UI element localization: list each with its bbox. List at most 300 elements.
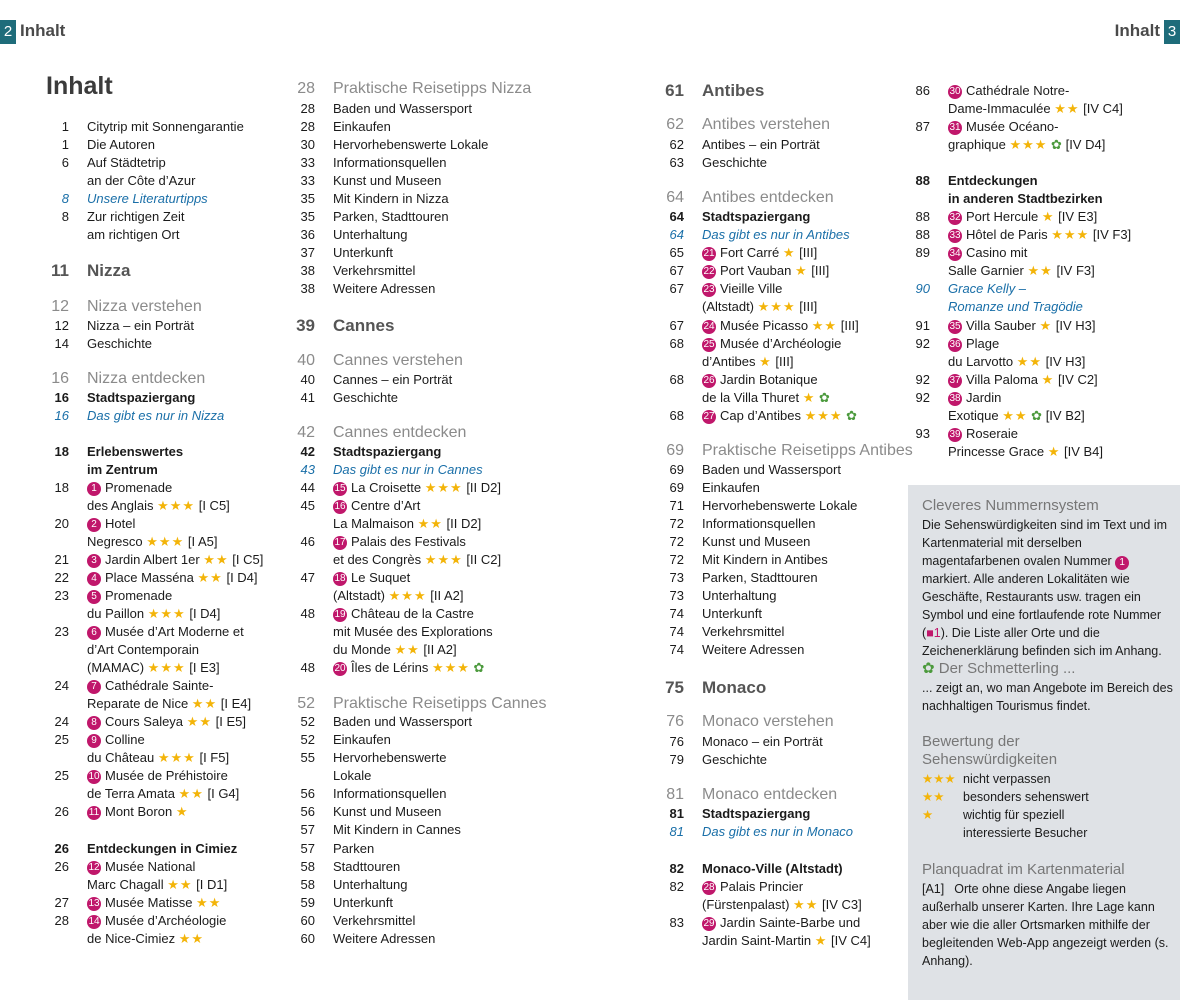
butterfly-icon: ✿	[846, 408, 858, 423]
toc-entry-text: de la Villa Thuret	[702, 390, 800, 405]
toc-entry	[41, 641, 281, 659]
toc-entry	[287, 80, 547, 98]
toc-entry	[287, 352, 547, 370]
toc-page-number: 26	[54, 859, 69, 874]
toc-entry-content	[87, 262, 130, 280]
sight-number-badge: 22	[703, 266, 715, 277]
rating-stars: ★★	[1002, 408, 1028, 423]
toc-entry	[656, 713, 896, 731]
toc-entry	[287, 641, 547, 659]
toc-entry-content	[87, 587, 172, 605]
toc-entry-text: Geschichte	[702, 155, 768, 170]
map-grid-ref: [I D4]	[226, 570, 258, 585]
toc-entry-content	[333, 821, 461, 839]
rating-legend	[922, 770, 1093, 842]
toc-page-number: 64	[669, 227, 684, 242]
toc-entry-content	[948, 371, 1098, 389]
toc-entry-text: Negresco	[87, 534, 143, 549]
sight-number-badge: 11	[88, 807, 100, 818]
toc-entry-content	[948, 208, 1097, 226]
toc-entry-content	[702, 786, 837, 804]
toc-entry-text: Le Suquet	[351, 570, 411, 585]
toc-entry-text: Marc Chagall	[87, 877, 164, 892]
toc-entry	[41, 551, 281, 569]
toc-entry-content	[333, 641, 457, 659]
toc-entry-text: Cannes – ein Porträt	[333, 372, 453, 387]
rating-label-2: besonders sehenswert	[963, 790, 1089, 804]
toc-entry	[656, 786, 896, 804]
toc-entry-text: Citytrip mit Sonnengarantie	[87, 119, 244, 134]
toc-entry-text: Kunst und Museen	[333, 804, 442, 819]
toc-entry	[902, 407, 1178, 425]
toc-page-number: 92	[915, 390, 930, 405]
toc-entry-content	[333, 226, 407, 244]
toc-entry-text: Zur richtigen Zeit	[87, 209, 185, 224]
rating-stars: ★	[1047, 444, 1061, 459]
butterfly-icon: ✿	[922, 660, 935, 677]
toc-entry-text: Villa Paloma	[966, 372, 1039, 387]
rating-stars-2: ★★	[922, 790, 945, 804]
toc-page-number: 88	[915, 173, 930, 188]
toc-entry-content	[333, 461, 483, 479]
toc-page-number: 64	[669, 209, 684, 224]
toc-entry-content	[702, 605, 762, 623]
toc-entry-content	[333, 767, 371, 785]
toc-page-number: 92	[915, 372, 930, 387]
sight-number-badge: 7	[87, 680, 101, 694]
toc-entry-content	[702, 154, 767, 172]
toc-entry	[656, 298, 896, 316]
toc-entry	[287, 551, 547, 569]
toc-entry-text: Entdeckungen	[948, 173, 1038, 188]
toc-entry-content	[333, 497, 420, 515]
toc-entry	[41, 533, 281, 551]
toc-entry	[656, 878, 896, 896]
toc-page-number: 8	[61, 191, 69, 206]
toc-page-number: 25	[54, 732, 69, 747]
toc-entry-content	[702, 407, 857, 425]
toc-page-number: 88	[915, 209, 930, 224]
rating-stars: ★★★	[147, 606, 186, 621]
toc-page-number: 28	[300, 119, 315, 134]
toc-entry-content	[948, 353, 1085, 371]
toc-entry-text: Das gibt es nur in Monaco	[702, 824, 854, 839]
sight-number-badge: 1	[87, 482, 101, 496]
toc-entry	[41, 785, 281, 803]
toc-entry	[287, 461, 547, 479]
toc-entry-content	[702, 641, 804, 659]
toc-entry-content	[702, 116, 830, 134]
toc-entry	[287, 695, 547, 713]
map-grid-ref: [IV H3]	[1055, 318, 1096, 333]
toc-entry-content	[702, 280, 782, 298]
toc-entry-text: Villa Sauber	[966, 318, 1036, 333]
toc-entry	[287, 840, 547, 858]
toc-entry-text: Romanze und Tragödie	[948, 299, 1083, 314]
toc-entry	[902, 208, 1178, 226]
toc-entry	[287, 767, 547, 785]
toc-entry-content	[87, 695, 251, 713]
toc-entry-content	[948, 389, 1001, 407]
toc-entry	[41, 262, 281, 280]
toc-entry	[41, 443, 281, 461]
toc-page-number: 68	[669, 372, 684, 387]
map-grid-ref: [IV F3]	[1092, 227, 1132, 242]
map-grid-ref: [IV F3]	[1056, 263, 1095, 278]
toc-entry	[41, 226, 281, 244]
toc-entry-text: Cathédrale Notre-	[966, 83, 1070, 98]
toc-page-number: 14	[54, 336, 69, 351]
toc-page-number: 72	[669, 552, 684, 567]
toc-page-number: 28	[297, 80, 315, 97]
toc-page-number: 42	[300, 444, 315, 459]
toc-entry-content	[87, 335, 152, 353]
toc-entry-content	[333, 587, 463, 605]
toc-entry	[287, 190, 547, 208]
toc-entry	[287, 136, 547, 154]
toc-entry	[41, 876, 281, 894]
toc-page-number: 16	[54, 408, 69, 423]
toc-entry	[656, 823, 896, 841]
toc-entry-content	[87, 154, 166, 172]
toc-page-number: 40	[297, 352, 315, 369]
toc-entry	[656, 479, 896, 497]
toc-entry-content	[87, 479, 172, 497]
toc-entry	[41, 370, 281, 388]
toc-entry-text: Erlebenswertes	[87, 444, 184, 459]
toc-entry-content	[333, 894, 393, 912]
sight-number-badge: 38	[949, 393, 961, 404]
toc-entry-text: Entdeckungen in Cimiez	[87, 841, 238, 856]
toc-page-number: 18	[54, 480, 69, 495]
sight-number-badge: 26	[703, 375, 715, 386]
toc-entry-text: Princesse Grace	[948, 444, 1045, 459]
toc-entry	[656, 805, 896, 823]
toc-entry-content	[87, 731, 145, 749]
map-grid-ref: [II D2]	[446, 516, 482, 531]
toc-entry-text: Musée d’Archéologie	[105, 913, 227, 928]
page-number-right: 3	[1164, 20, 1180, 44]
toc-page-number: 21	[54, 552, 69, 567]
toc-entry-content	[702, 226, 850, 244]
toc-entry-text: im Zentrum	[87, 462, 158, 477]
toc-entry	[41, 803, 281, 821]
toc-entry-content	[702, 733, 823, 751]
toc-entry-text: Mont Boron	[105, 804, 173, 819]
toc-entry-text: (MAMAC)	[87, 660, 145, 675]
rating-stars: ★★	[191, 696, 218, 711]
butterfly-text: ... zeigt an, wo man Angebote im Bereich des nachhaltigen Tourismus findet.	[922, 681, 1173, 713]
toc-entry	[41, 677, 281, 695]
toc-page-number: 23	[54, 588, 69, 603]
toc-page-number: 81	[669, 824, 684, 839]
toc-entry-text: Das gibt es nur in Antibes	[702, 227, 850, 242]
map-grid-ref: [IV C3]	[821, 897, 862, 912]
toc-entry-text: Musée Océano-	[966, 119, 1059, 134]
toc-entry-content	[948, 335, 999, 353]
toc-entry	[656, 226, 896, 244]
toc-entry-content	[702, 244, 817, 262]
toc-entry-text: Hôtel de Paris	[966, 227, 1048, 242]
toc-entry-content	[333, 479, 501, 497]
map-grid-ref: [II C2]	[466, 552, 502, 567]
rating-label-1: wichtig für speziell interessierte Besucher	[963, 808, 1088, 840]
toc-entry-text: Monaco	[702, 678, 767, 697]
toc-entry-content	[333, 659, 484, 677]
rating-stars: ★★★	[424, 480, 463, 495]
toc-page-number: 27	[54, 895, 69, 910]
toc-entry-text: Nizza verstehen	[87, 298, 202, 315]
map-grid-ref: [III]	[799, 245, 818, 260]
toc-entry-content	[333, 912, 415, 930]
toc-entry-content	[87, 515, 135, 533]
toc-entry	[656, 533, 896, 551]
sight-number-badge: 31	[949, 122, 961, 133]
rating-stars: ★★	[203, 552, 229, 567]
toc-entry-text: Unterhaltung	[333, 877, 408, 892]
rating-stars: ★★	[811, 318, 838, 333]
toc-entry-content	[87, 677, 213, 695]
toc-page-number: 26	[54, 804, 69, 819]
toc-entry	[41, 208, 281, 226]
toc-entry-content	[948, 262, 1095, 280]
toc-entry-text: La Malmaison	[333, 516, 414, 531]
toc-entry-content	[87, 858, 195, 876]
toc-entry	[41, 335, 281, 353]
sight-number-badge: 20	[334, 663, 346, 674]
toc-entry	[287, 208, 547, 226]
toc-entry	[41, 154, 281, 172]
toc-entry-content	[702, 82, 764, 100]
sight-number-badge: 18	[334, 573, 346, 584]
toc-page-number: 52	[300, 714, 315, 729]
toc-entry-text: et des Congrès	[333, 552, 422, 567]
map-grid-ref: [IV B2]	[1045, 408, 1085, 423]
toc-entry	[656, 733, 896, 751]
toc-entry-content	[87, 930, 204, 948]
toc-page-number: 6	[61, 155, 69, 170]
toc-entry-text: am richtigen Ort	[87, 227, 180, 242]
toc-entry-content	[702, 860, 843, 878]
toc-entry	[287, 443, 547, 461]
toc-entry-content	[702, 353, 793, 371]
toc-entry-text: La Croisette	[351, 480, 422, 495]
toc-entry-text: Colline	[105, 732, 145, 747]
toc-entry-text: Auf Städtetrip	[87, 155, 166, 170]
rating-stars: ★★★	[146, 534, 185, 549]
toc-entry-content	[87, 370, 205, 388]
toc-entry-text: Einkaufen	[333, 119, 391, 134]
toc-entry	[41, 912, 281, 930]
toc-page-number: 76	[666, 713, 684, 730]
toc-page-number: 74	[669, 642, 684, 657]
toc-entry-content	[702, 208, 810, 226]
butterfly-icon: ✿	[1031, 408, 1043, 423]
sight-number-badge: 21	[703, 248, 715, 259]
toc-page-number: 36	[300, 227, 315, 242]
toc-entry-content	[333, 317, 394, 335]
toc-entry-text: Monaco-Ville (Altstadt)	[702, 861, 843, 876]
toc-entry-text: Monaco verstehen	[702, 713, 834, 730]
toc-entry-text: du Paillon	[87, 606, 145, 621]
toc-page-number: 82	[669, 879, 684, 894]
toc-entry-text: Palais des Festivals	[351, 534, 466, 549]
toc-entry-content	[333, 208, 449, 226]
toc-page-number: 86	[915, 83, 930, 98]
toc-entry	[287, 930, 547, 948]
toc-page-number: 58	[300, 859, 315, 874]
toc-page-number: 58	[300, 877, 315, 892]
butterfly-icon: ✿	[819, 390, 830, 405]
toc-entry-text: Hervorhebenswerte	[333, 750, 447, 765]
toc-entry	[656, 244, 896, 262]
toc-entry-text: de Nice-Cimiez	[87, 931, 176, 946]
map-grid-ref: [I D1]	[196, 877, 228, 892]
toc-entry-content	[702, 335, 841, 353]
toc-entry-text: du Larvotto	[948, 354, 1014, 369]
toc-page-number: 72	[669, 534, 684, 549]
toc-entry-text: Unsere Literaturtipps	[87, 191, 208, 206]
grid-code: [A1]	[922, 882, 945, 896]
toc-entry	[656, 442, 913, 460]
toc-page-number: 90	[915, 281, 930, 296]
toc-entry-content	[87, 118, 244, 136]
sight-number-badge: 29	[703, 918, 715, 929]
toc-entry	[902, 82, 1178, 100]
map-grid-ref: [I A5]	[187, 534, 218, 549]
toc-entry	[902, 425, 1178, 443]
map-grid-ref: [I D4]	[189, 606, 221, 621]
toc-entry	[656, 116, 896, 134]
toc-entry-text: Promenade	[105, 480, 173, 495]
rating-stars: ★★★	[1009, 137, 1048, 152]
toc-entry-text: d’Antibes	[702, 354, 756, 369]
toc-entry-content	[948, 100, 1123, 118]
toc-entry	[41, 695, 281, 713]
toc-entry-content	[702, 442, 913, 460]
toc-entry	[656, 82, 896, 100]
toc-page-number: 30	[300, 137, 315, 152]
toc-entry	[287, 515, 547, 533]
toc-entry-content	[702, 878, 803, 896]
toc-entry-content	[948, 190, 1103, 208]
sight-number-badge: 8	[87, 716, 101, 730]
toc-entry-text: Fort Carré	[720, 245, 780, 260]
toc-page-number: 74	[669, 606, 684, 621]
toc-entry-text: Unterhaltung	[333, 227, 408, 242]
toc-entry-content	[702, 587, 776, 605]
toc-page-number: 75	[665, 678, 684, 697]
toc-entry-text: graphique	[948, 137, 1006, 152]
toc-entry-text: Cannes entdecken	[333, 424, 467, 441]
toc-entry	[287, 731, 547, 749]
map-grid-ref: [I E3]	[189, 660, 220, 675]
toc-entry-content	[87, 767, 228, 785]
rating-stars: ★★★	[804, 408, 843, 423]
toc-entry-content	[333, 352, 463, 370]
rating-stars: ★	[759, 354, 772, 369]
toc-entry-text: Praktische Reisetipps Antibes	[702, 442, 913, 459]
toc-entry-text: Geschichte	[333, 390, 399, 405]
toc-page-number: 67	[669, 281, 684, 296]
toc-entry-content	[948, 244, 1027, 262]
toc-entry-content	[87, 172, 195, 190]
toc-page-number: 61	[665, 81, 684, 100]
toc-page-number: 87	[915, 119, 930, 134]
toc-entry-content	[87, 840, 237, 858]
toc-page-number: 62	[666, 116, 684, 133]
toc-entry-text: Port Hercule	[966, 209, 1039, 224]
toc-entry-text: Mit Kindern in Cannes	[333, 822, 461, 837]
rating-stars: ★★★	[157, 750, 196, 765]
toc-entry-text: Antibes – ein Porträt	[702, 137, 820, 152]
toc-entry-content	[702, 136, 820, 154]
toc-entry-content	[702, 317, 859, 335]
toc-entry-content	[87, 641, 199, 659]
toc-entry-content	[702, 823, 853, 841]
toc-entry-content	[87, 659, 220, 677]
rating-stars: ★	[1041, 209, 1055, 224]
toc-entry-text: Geschichte	[702, 752, 768, 767]
rating-stars: ★★	[1027, 263, 1053, 278]
toc-entry	[656, 860, 896, 878]
rating-stars: ★★	[1016, 354, 1042, 369]
toc-entry-text: Musée d’Art Moderne et	[105, 624, 244, 639]
toc-entry	[41, 118, 281, 136]
toc-entry-content	[87, 461, 158, 479]
rating-stars: ★	[814, 933, 828, 948]
toc-entry	[902, 118, 1178, 136]
toc-page-number: 92	[915, 336, 930, 351]
toc-entry-content	[948, 118, 1059, 136]
toc-entry-text: Parken, Stadttouren	[333, 209, 449, 224]
toc-entry	[41, 659, 281, 677]
toc-page-number: 48	[300, 606, 315, 621]
toc-entry	[41, 894, 281, 912]
toc-page-number: 47	[300, 570, 315, 585]
toc-entry-content	[702, 189, 834, 207]
toc-entry	[287, 659, 547, 677]
toc-entry	[41, 840, 281, 858]
toc-entry	[41, 407, 281, 425]
toc-entry	[902, 136, 1178, 154]
map-grid-ref: [I C5]	[232, 552, 264, 567]
toc-entry	[41, 298, 281, 316]
toc-entry-text: Cannes	[333, 316, 395, 335]
toc-entry-text: Einkaufen	[333, 732, 391, 747]
toc-entry-content	[948, 317, 1096, 335]
sight-number-badge: 9	[87, 734, 101, 748]
toc-entry-text: Informationsquellen	[333, 155, 447, 170]
toc-entry	[287, 118, 547, 136]
toc-entry-text: d’Art Contemporain	[87, 642, 199, 657]
sight-number-badge: 3	[87, 554, 101, 568]
toc-entry-content	[333, 190, 449, 208]
toc-entry-text: Port Vauban	[720, 263, 792, 278]
toc-entry-text: Promenade	[105, 588, 173, 603]
toc-entry-text: Dame-Immaculée	[948, 101, 1051, 116]
toc-entry-text: Kunst und Museen	[702, 534, 811, 549]
toc-entry-text: Unterkunft	[333, 245, 393, 260]
sight-number-badge: 39	[949, 429, 961, 440]
toc-page-number: 73	[669, 570, 684, 585]
toc-entry-content	[333, 515, 481, 533]
toc-page-number: 74	[669, 624, 684, 639]
toc-entry-text: Cannes verstehen	[333, 352, 463, 369]
toc-entry-content	[948, 136, 1105, 154]
toc-page-number: 48	[300, 660, 315, 675]
toc-entry-content	[333, 80, 531, 98]
